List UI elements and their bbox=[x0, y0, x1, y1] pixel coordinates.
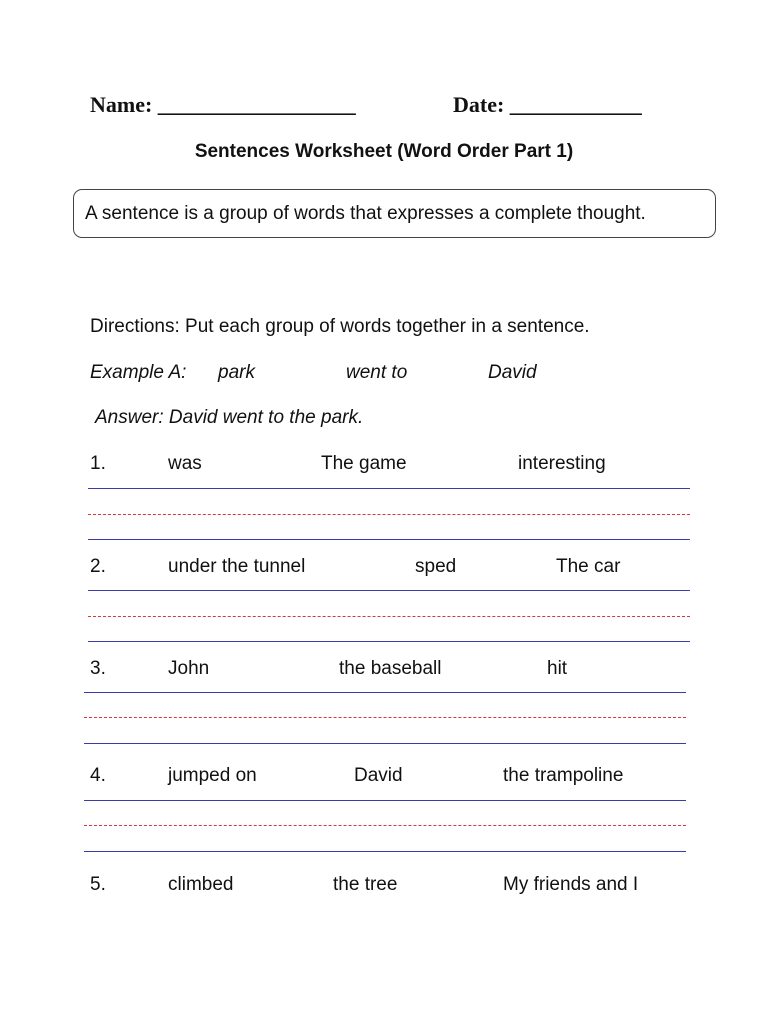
item-number: 3. bbox=[90, 658, 106, 679]
example-word-1: park bbox=[218, 362, 255, 383]
item-word: John bbox=[168, 658, 210, 679]
worksheet-title: Sentences Worksheet (Word Order Part 1) bbox=[194, 141, 574, 162]
item-word: David bbox=[354, 765, 403, 786]
item-word: interesting bbox=[518, 453, 606, 474]
writing-line-top[interactable] bbox=[88, 590, 690, 591]
writing-line-top[interactable] bbox=[84, 800, 686, 801]
item-number: 4. bbox=[90, 765, 106, 786]
item-word: the tree bbox=[333, 874, 398, 895]
writing-line-midline bbox=[88, 514, 690, 515]
example-answer: Answer: David went to the park. bbox=[95, 407, 364, 428]
item-word: jumped on bbox=[168, 765, 257, 786]
item-word: climbed bbox=[168, 874, 234, 895]
item-word: hit bbox=[547, 658, 568, 679]
writing-line-bottom[interactable] bbox=[88, 641, 690, 642]
item-word: sped bbox=[415, 556, 457, 577]
item-word: The game bbox=[321, 453, 407, 474]
directions-text: Directions: Put each group of words together in a sentence. bbox=[90, 316, 590, 337]
example-word-2: went to bbox=[346, 362, 408, 383]
item-word: under the tunnel bbox=[168, 556, 306, 577]
item-number: 2. bbox=[90, 556, 106, 577]
item-word: the trampoline bbox=[503, 765, 624, 786]
writing-line-midline bbox=[84, 825, 686, 826]
item-number: 1. bbox=[90, 453, 106, 474]
name-field-label: Name: __________________ bbox=[90, 92, 356, 117]
writing-line-bottom[interactable] bbox=[84, 851, 686, 852]
example-word-3: David bbox=[488, 362, 537, 383]
item-number: 5. bbox=[90, 874, 106, 895]
item-word: the baseball bbox=[339, 658, 442, 679]
writing-line-bottom[interactable] bbox=[84, 743, 686, 744]
writing-line-midline bbox=[88, 616, 690, 617]
writing-line-midline bbox=[84, 717, 686, 718]
writing-line-top[interactable] bbox=[88, 488, 690, 489]
item-word: My friends and I bbox=[503, 874, 639, 895]
item-word: The car bbox=[556, 556, 621, 577]
example-label: Example A: bbox=[90, 362, 187, 383]
date-field-label: Date: ____________ bbox=[453, 92, 642, 117]
item-word: was bbox=[168, 453, 202, 474]
writing-line-top[interactable] bbox=[84, 692, 686, 693]
definition-text: A sentence is a group of words that expresses a complete thought. bbox=[85, 203, 646, 224]
writing-line-bottom[interactable] bbox=[88, 539, 690, 540]
definition-box bbox=[73, 189, 716, 238]
